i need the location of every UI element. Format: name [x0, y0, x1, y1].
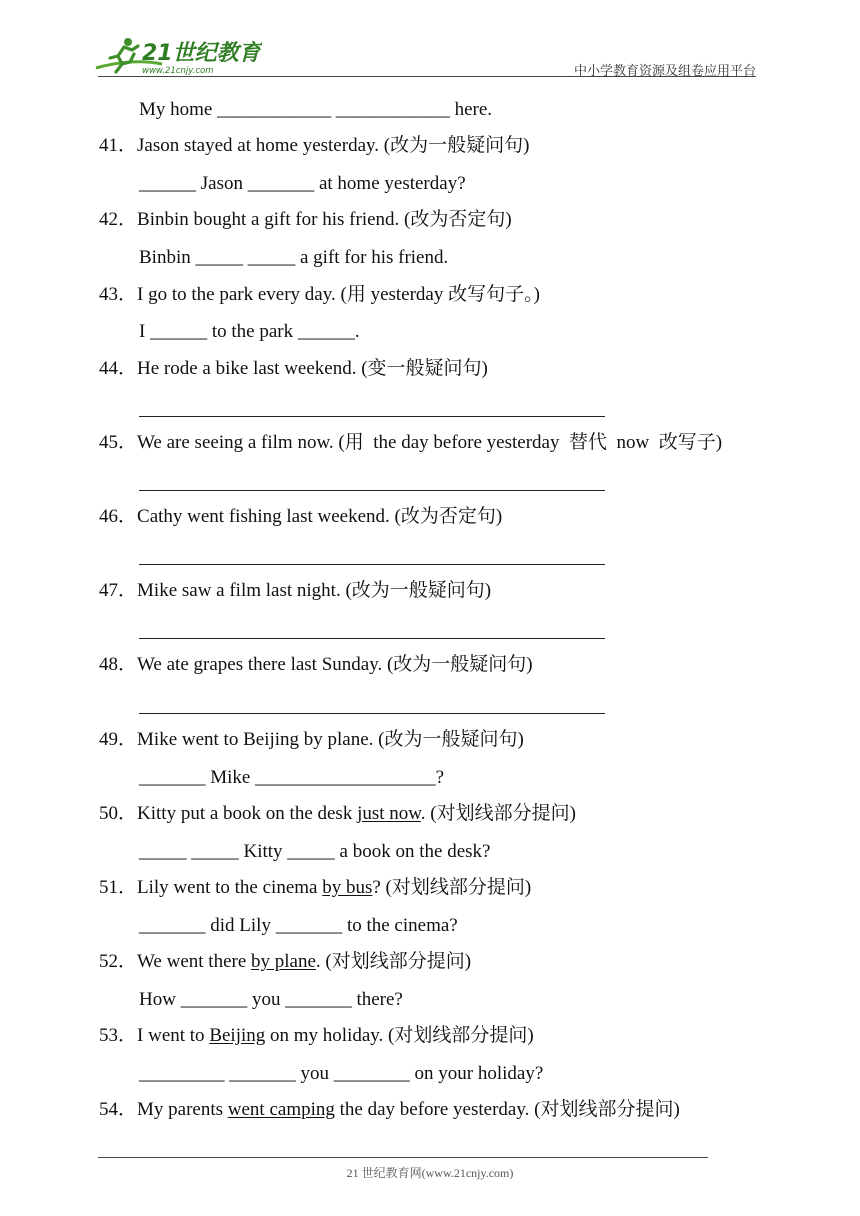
- underlined-phrase: just now: [357, 803, 421, 824]
- question-54: 54．My parents went camping the day before yesterday. (对划线部分提问): [99, 1099, 680, 1120]
- page-header: [0, 0, 860, 80]
- site-logo: [92, 34, 262, 78]
- question-49: 49．Mike went to Beijing by plane. (改为一般疑问句): [99, 729, 524, 750]
- question-41: 41．Jason stayed at home yesterday. (改为一般疑问句): [99, 135, 530, 156]
- blank-answer-line-45: [139, 490, 605, 491]
- blank-answer-line-47: [139, 638, 605, 639]
- answer-line-42: Binbin _____ _____ a gift for his friend.: [139, 247, 449, 268]
- underlined-phrase: by bus: [322, 877, 373, 898]
- question-52: 52．We went there by plane. (对划线部分提问): [99, 951, 472, 972]
- svg-text:www.21cnjy.com: www.21cnjy.com: [142, 66, 214, 76]
- underlined-phrase: Beijing: [209, 1025, 266, 1046]
- question-47: 47．Mike saw a film last night. (改为一般疑问句): [99, 580, 492, 601]
- blank-answer-line-46: [139, 564, 605, 565]
- question-45: 45．We are seeing a film now. (用 the day before yesterday 替代 now 改写子): [99, 432, 723, 453]
- blank-answer-line-44: [139, 416, 605, 417]
- answer-line-50: _____ _____ Kitty _____ a book on the desk?: [139, 841, 491, 862]
- answer-line-53: _________ _______ you ________ on your holiday?: [139, 1063, 544, 1084]
- answer-line-43: I ______ to the park ______.: [139, 321, 360, 342]
- svg-text:21世纪教育: 21世纪教育: [142, 41, 261, 66]
- runner-logo-icon: [92, 34, 262, 78]
- answer-line-51: _______ did Lily _______ to the cinema?: [139, 915, 458, 936]
- question-42: 42．Binbin bought a gift for his friend. (改为否定句): [99, 209, 512, 230]
- answer-line-40: My home ____________ ____________ here.: [139, 99, 493, 120]
- question-50: 50．Kitty put a book on the desk just now. (对划线部分提问): [99, 803, 576, 824]
- question-46: 46．Cathy went fishing last weekend. (改为否定句): [99, 506, 503, 527]
- footer-divider: [98, 1157, 708, 1158]
- question-51: 51．Lily went to the cinema by bus? (对划线部分提问): [99, 877, 532, 898]
- question-48: 48．We ate grapes there last Sunday. (改为一般疑问句): [99, 654, 533, 675]
- answer-line-49: _______ Mike ___________________?: [139, 767, 445, 788]
- question-44: 44．He rode a bike last weekend. (变一般疑问句): [99, 358, 488, 379]
- underlined-phrase: by plane: [251, 951, 316, 972]
- header-divider: [98, 76, 756, 77]
- blank-answer-line-48: [139, 713, 605, 714]
- question-53: 53．I went to Beijing on my holiday. (对划线部分提问): [99, 1025, 534, 1046]
- page-footer: 21 世纪教育网(www.21cnjy.com): [346, 1166, 514, 1180]
- answer-line-52: How _______ you _______ there?: [139, 989, 403, 1010]
- underlined-phrase: went camping: [227, 1099, 335, 1120]
- answer-line-41: ______ Jason _______ at home yesterday?: [139, 173, 466, 194]
- platform-name: 中小学教育资源及组卷应用平台: [573, 64, 756, 79]
- question-43: 43．I go to the park every day. (用 yesterday 改写句子。): [99, 284, 540, 305]
